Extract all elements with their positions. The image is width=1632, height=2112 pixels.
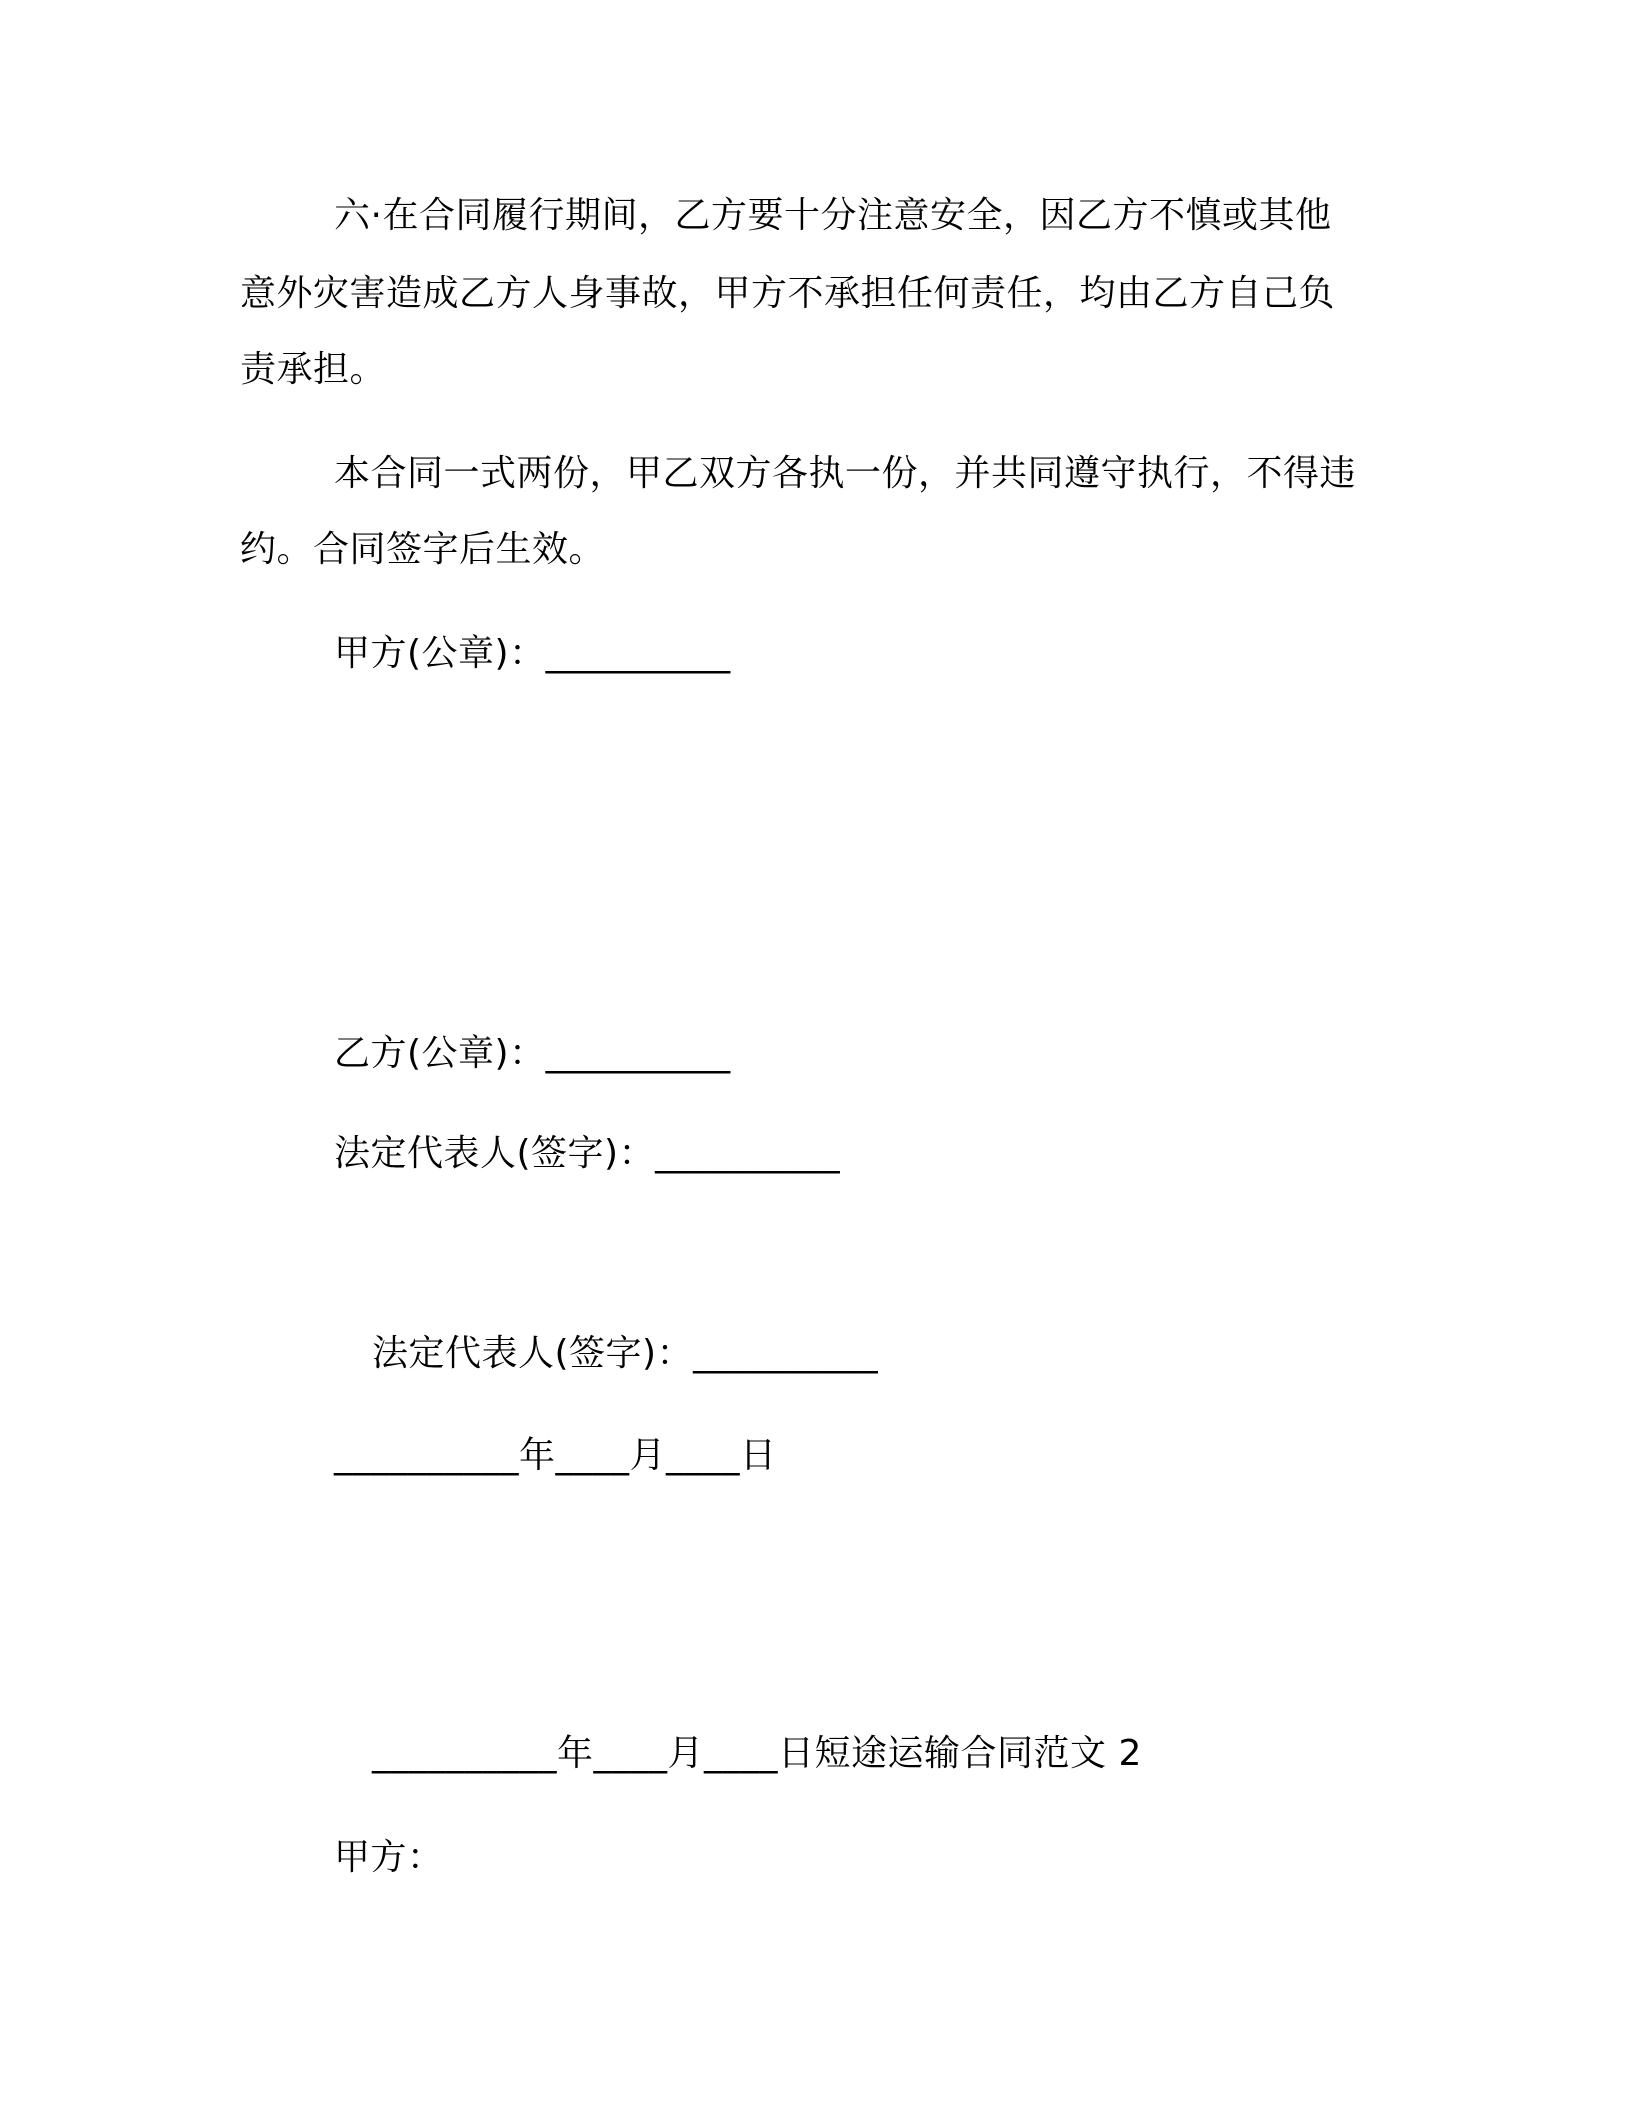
party-b-seal-field: 乙方(公章)：__________ <box>334 1033 731 1074</box>
legal-rep-signature-field-2: 法定代表人(签字)：__________ <box>372 1333 879 1374</box>
party-a-seal-field: 甲方(公章)：__________ <box>334 633 731 674</box>
legal-rep-signature-field-1: 法定代表人(签字)：__________ <box>334 1133 841 1174</box>
closing-line-2: 约。合同签字后生效。 <box>240 529 606 570</box>
next-contract-party-a: 甲方： <box>334 1837 444 1878</box>
clause-6-line-1: 六·在合同履行期间，乙方要十分注意安全，因乙方不慎或其他 <box>334 195 1332 236</box>
next-contract-heading: __________年____月____日短途运输合同范文 2 <box>372 1733 1142 1774</box>
clause-6-line-2: 意外灾害造成乙方人身事故，甲方不承担任何责任，均由乙方自己负 <box>240 273 1336 314</box>
closing-line-1: 本合同一式两份，甲乙双方各执一份，并共同遵守执行，不得违 <box>334 453 1357 494</box>
clause-6-line-3: 责承担。 <box>240 349 387 390</box>
date-field: __________年____月____日 <box>334 1435 777 1476</box>
